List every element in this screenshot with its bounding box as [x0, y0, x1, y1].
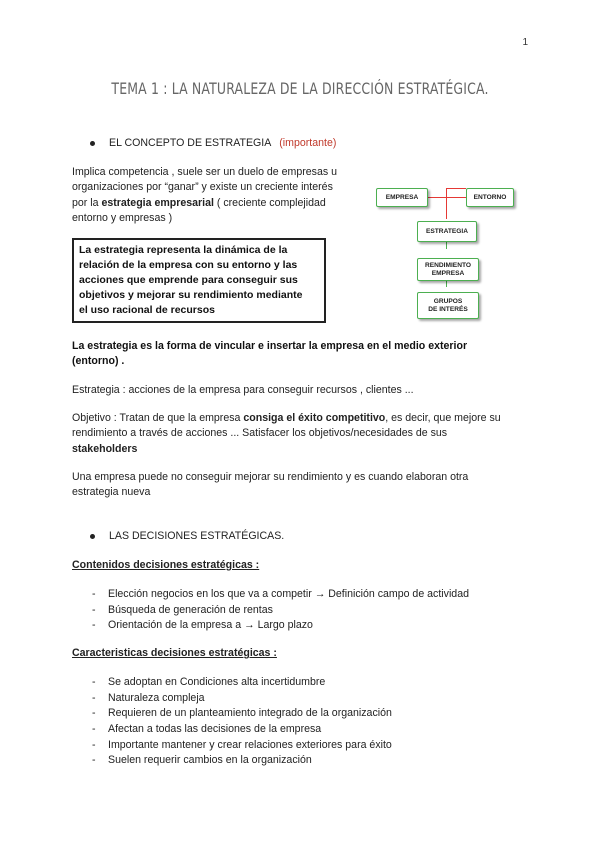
page-title: TEMA 1 : LA NATURALEZA DE LA DIRECCIÓN ESTRATÉGICA.: [111, 79, 489, 98]
dash-marker: -: [92, 619, 96, 632]
intro-line: entorno y empresas ): [72, 212, 173, 225]
dash-marker: -: [92, 707, 96, 720]
dash-marker: -: [92, 754, 96, 767]
section-heading-decisiones: [90, 529, 284, 544]
bullet-dot-icon: [90, 534, 95, 539]
bold-statement-line: La estrategia es la forma de vincular e insertar la empresa en el medio exterior: [72, 340, 468, 352]
intro-text: ( creciente complejidad: [213, 196, 326, 209]
connector-line: [428, 197, 466, 198]
dash-marker: -: [92, 738, 96, 751]
list-item-text: Requieren de un planteamiento integrado de la organización: [108, 707, 392, 720]
estrategia-empresarial-bold: estrategia empresarial: [101, 196, 214, 209]
contenidos-heading: Contenidos decisiones estratégicas :: [72, 559, 260, 571]
objetivo-paragraph: [72, 411, 522, 457]
objetivo-line: [72, 411, 522, 426]
list-item-text: Se adoptan en Condiciones alta incertidumbre: [108, 676, 326, 688]
connector-line: [446, 188, 447, 219]
objetivo-line: stakeholders: [72, 442, 138, 455]
intro-text: por la: [72, 196, 102, 209]
rendimiento-line: EMPRESA: [431, 269, 465, 277]
strategy-definition-box: [72, 238, 326, 323]
list-item: [92, 706, 532, 722]
box-line: La estrategia representa la dinámica de la: [79, 244, 288, 256]
intro-line: [72, 196, 357, 211]
objetivo-text: Objetivo : Tratan de que la empresa: [72, 412, 244, 424]
box-line: objetivos y mejorar su rendimiento mediante: [79, 288, 303, 301]
list-item: [92, 691, 532, 707]
page-number: 1: [522, 37, 528, 48]
nueva-line: estrategia nueva: [72, 486, 151, 499]
box-line: relación de la empresa con su entorno y las: [79, 258, 298, 271]
list-item: [92, 738, 532, 754]
list-item: [92, 722, 532, 738]
dash-marker: -: [92, 691, 96, 704]
list-item-text: Suelen requerir cambios en la organización: [108, 754, 312, 767]
objetivo-text: , es decir, que mejore su: [385, 412, 501, 424]
grupos-line: DE INTERÉS: [428, 305, 468, 313]
nueva-line: Una empresa puede no conseguir mejorar su rendimiento y es cuando elaboran otra: [72, 471, 469, 483]
objetivo-line: rendimiento a través de acciones ... Satisfacer los objetivos/necesidades de sus: [72, 427, 448, 440]
intro-line: Implica competencia , suele ser un duelo de empresas u: [72, 166, 337, 178]
list-item-text: Naturaleza compleja: [108, 691, 205, 704]
importante-tag: (importante): [279, 137, 337, 149]
box-line: el uso racional de recursos: [79, 303, 215, 316]
list-item-text: Orientación de la empresa a → Largo plazo: [108, 619, 313, 632]
diagram-entorno-box: ENTORNO: [466, 188, 514, 207]
section-heading-concepto: [90, 136, 336, 151]
exito-competitivo-bold: consiga el éxito competitivo: [243, 412, 386, 424]
bullet-dot-icon: [90, 141, 95, 146]
list-item-text: Importante mantener y crear relaciones exteriores para éxito: [108, 738, 392, 751]
diagram-rendimiento-box: [417, 258, 479, 281]
diagram-empresa-box: EMPRESA: [376, 188, 428, 207]
bold-statement-line: (entorno) .: [72, 355, 125, 368]
box-line: acciones que emprende para conseguir sus: [79, 273, 298, 286]
diagram-grupos-box: [417, 292, 479, 319]
connector-line: [446, 241, 447, 249]
nueva-estrategia-paragraph: [72, 470, 522, 501]
contenidos-list: [92, 587, 532, 634]
dash-marker: -: [92, 723, 96, 736]
list-item: [92, 618, 532, 634]
grupos-line: GRUPOS: [433, 297, 463, 305]
list-item: [92, 603, 532, 619]
rendimiento-line: RENDIMIENTO: [424, 261, 472, 269]
diagram-estrategia-box: ESTRATEGIA: [417, 221, 477, 242]
list-item-text: Búsqueda de generación de rentas: [108, 603, 273, 616]
bold-statement: [72, 339, 522, 370]
dash-marker: -: [92, 588, 96, 600]
section-heading-text: EL CONCEPTO DE ESTRATEGIA: [109, 137, 272, 149]
list-item: [92, 587, 532, 603]
list-item: [92, 675, 532, 691]
section-heading-text: LAS DECISIONES ESTRATÉGICAS.: [109, 530, 285, 542]
strategy-diagram: [374, 178, 524, 324]
dash-marker: -: [92, 603, 96, 616]
caracteristicas-list: [92, 675, 532, 769]
estrategia-definition: Estrategia : acciones de la empresa para conseguir recursos , clientes ...: [72, 384, 414, 396]
intro-paragraph: [72, 165, 357, 226]
dash-marker: -: [92, 676, 96, 688]
caracteristicas-heading: Caracteristicas decisiones estratégicas :: [72, 647, 277, 659]
connector-line: [446, 188, 466, 189]
list-item-text: Afectan a todas las decisiones de la empresa: [108, 723, 322, 736]
list-item: [92, 753, 532, 769]
intro-line: organizaciones por “ganar” y existe un creciente interés: [72, 181, 333, 194]
list-item-text: Elección negocios en los que va a competir → Definición campo de actividad: [108, 588, 469, 600]
